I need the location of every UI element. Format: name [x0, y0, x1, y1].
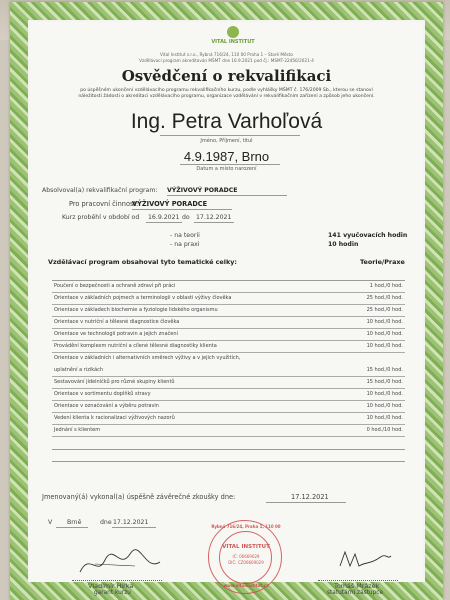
table-row [52, 377, 405, 389]
place-city: Brně [67, 519, 82, 526]
stamp-line-2: DIČ: CZ06669029 [228, 560, 264, 565]
topic-label: Orientace v nutriční a tělesné diagnostice člověka [54, 319, 180, 325]
table-row [52, 389, 405, 401]
table-bottom-rule [52, 461, 405, 462]
topic-hours: 25 hod./0 hod. [366, 295, 403, 301]
theory-value: 141 vyučovacích hodin [328, 232, 408, 239]
topic-label: Sestavování jídelníčků pro různé skupiny klientů [54, 379, 175, 385]
topic-label: Orientace v označování a výběru potravin [54, 403, 159, 409]
topic-label: Poučení o bezpečnosti a ochraně zdraví při práci [54, 283, 176, 289]
name-caption: Jméno, Příjmení, titul [200, 138, 253, 144]
place-date-label: dne [100, 519, 112, 526]
signature-left-line [72, 580, 162, 581]
period-to-label: do [182, 214, 190, 221]
topic-hours: 10 hod./0 hod. [366, 343, 403, 349]
signatory-right-role: statutární zástupce [327, 590, 384, 596]
person-name: Ing. Petra Varhoľová [130, 110, 323, 133]
topic-hours: 10 hod./0 hod. [366, 403, 403, 409]
intro-line-2: náležitosti žádosti o akreditaci vzdělávacího programu, organizace vzdělávání v rekvalifikačním zařízení a způsob jeho ukončení. [78, 94, 375, 99]
signature-right [335, 544, 395, 578]
signatory-right-name: Tomáš Mrázek [334, 582, 380, 590]
activity-value: VÝŽIVOVÝ PORADCE [132, 200, 208, 208]
intro-line-1: po úspěšném ukončení vzdělávacího programu rekvalifikačního kurzu, podle vyhlášky MŠMT č. 176/2009 Sb., kterou se stanoví [80, 88, 373, 93]
dob-caption: Datum a místo narození [196, 166, 257, 172]
topic-hours: 10 hod./0 hod. [366, 331, 403, 337]
signature-left [75, 542, 165, 582]
table-row [52, 317, 405, 329]
topic-hours: 1 hod./0 hod. [369, 283, 403, 289]
vital-institut-logo [203, 26, 263, 48]
period-to-underline [194, 222, 234, 223]
topic-label: Orientace v základních i alternativních směrech výživy a v jejich využitích, [54, 355, 241, 361]
topic-hours: 15 hod./0 hod. [366, 367, 403, 373]
header-accreditation: Vzdělávací program akreditován MŠMT dne 16.9.2021 pod čj.: MSMT-22456/2021-4 [139, 58, 314, 63]
stamp-top-text: Rybná 716/24, Praha 1, 110 00 [211, 524, 281, 529]
table-row [52, 365, 405, 377]
stamp-bottom-text: www.vitalinstitut.cz [223, 583, 269, 588]
exam-date-underline [266, 502, 346, 503]
exam-date: 17.12.2021 [291, 493, 329, 501]
topic-label: Orientace v sortimentu doplňků stravy [54, 391, 151, 397]
table-empty-row-rule [52, 449, 405, 450]
dob-underline [180, 164, 280, 165]
certificate-page [10, 2, 443, 600]
signature-right-line [318, 580, 398, 581]
table-column-header: Teorie/Praxe [360, 258, 405, 266]
leaf-logo-icon [227, 26, 239, 38]
stamp-line-1: IČ: 06669029 [232, 554, 260, 559]
topic-hours: 10 hod./0 hod. [366, 319, 403, 325]
table-row [52, 353, 405, 364]
official-stamp [208, 520, 282, 594]
logo-text: VITAL INSTITUT [211, 39, 255, 45]
topic-label: Provádění komplexm nutriční a cílené tělesné diagnostiky klienta [54, 343, 217, 349]
table-row [52, 329, 405, 341]
table-row [52, 281, 405, 293]
exam-label: Jmenovaný(á) vykonal(a) úspěšně závěrečné zkoušky dne: [42, 493, 236, 501]
table-row [52, 401, 405, 413]
theory-label: - na teorii [170, 232, 200, 239]
topic-label: Orientace v základech biochemie a fyziologie lidského organismu [54, 307, 218, 313]
table-row [52, 341, 405, 353]
program-value: VÝŽIVOVÝ PORADCE [167, 187, 238, 194]
place-prefix: V [48, 519, 53, 526]
topic-hours: 0 hod./10 hod. [366, 427, 403, 433]
topic-hours: 15 hod./0 hod. [366, 379, 403, 385]
header-address: Vital Institut s.r.o., Rybná 716/24, 110 00 Praha 1 – Staré Město [160, 52, 293, 57]
period-from: 16.9.2021 [148, 214, 180, 221]
period-to: 17.12.2021 [196, 214, 232, 221]
period-from-underline [146, 222, 182, 223]
table-row [52, 413, 405, 425]
activity-label: Pro pracovní činnost: [69, 200, 139, 208]
period-label: Kurz proběhl v období od [62, 214, 140, 221]
practice-label: - na praxi [170, 241, 200, 248]
topic-label: Orientace v základních pojmech a terminologii v oblasti výživy člověka [54, 295, 232, 301]
topic-hours: 10 hod./0 hod. [366, 391, 403, 397]
table-heading: Vzdělávací program obsahoval tyto tematické celky: [48, 258, 237, 266]
practice-value: 10 hodin [328, 241, 359, 248]
certificate-content [30, 22, 423, 596]
topic-label: uplatnění a rizikách [54, 367, 104, 373]
topic-label: Vedení klienta k racionalizaci výživových nazorů [54, 415, 175, 421]
table-row [52, 293, 405, 305]
name-underline [160, 135, 300, 136]
program-label: Absolvoval(a) rekvalifikační program: [42, 187, 158, 194]
certificate-title: Osvědčení o rekvalifikaci [121, 67, 332, 85]
stamp-center-text: VITAL INSTITUT [222, 544, 270, 550]
signatory-left-role: garant kurzu [94, 590, 131, 596]
topic-label: Jednání s klientem [54, 427, 101, 433]
place-city-underline [56, 527, 88, 528]
topic-hours: 10 hod./0 hod. [366, 415, 403, 421]
date-of-birth: 4.9.1987, Brno [183, 149, 270, 164]
table-row [52, 425, 405, 437]
table-row [52, 305, 405, 317]
signatory-left-name: Vladimír Hirka [88, 582, 134, 590]
topic-hours: 25 hod./0 hod. [366, 307, 403, 313]
topic-label: Orientace ve technologii potravin a jejich značení [54, 331, 178, 337]
program-underline [167, 195, 287, 196]
place-date-underline [112, 527, 156, 528]
activity-underline [132, 209, 232, 210]
place-date: 17.12.2021 [113, 519, 149, 526]
